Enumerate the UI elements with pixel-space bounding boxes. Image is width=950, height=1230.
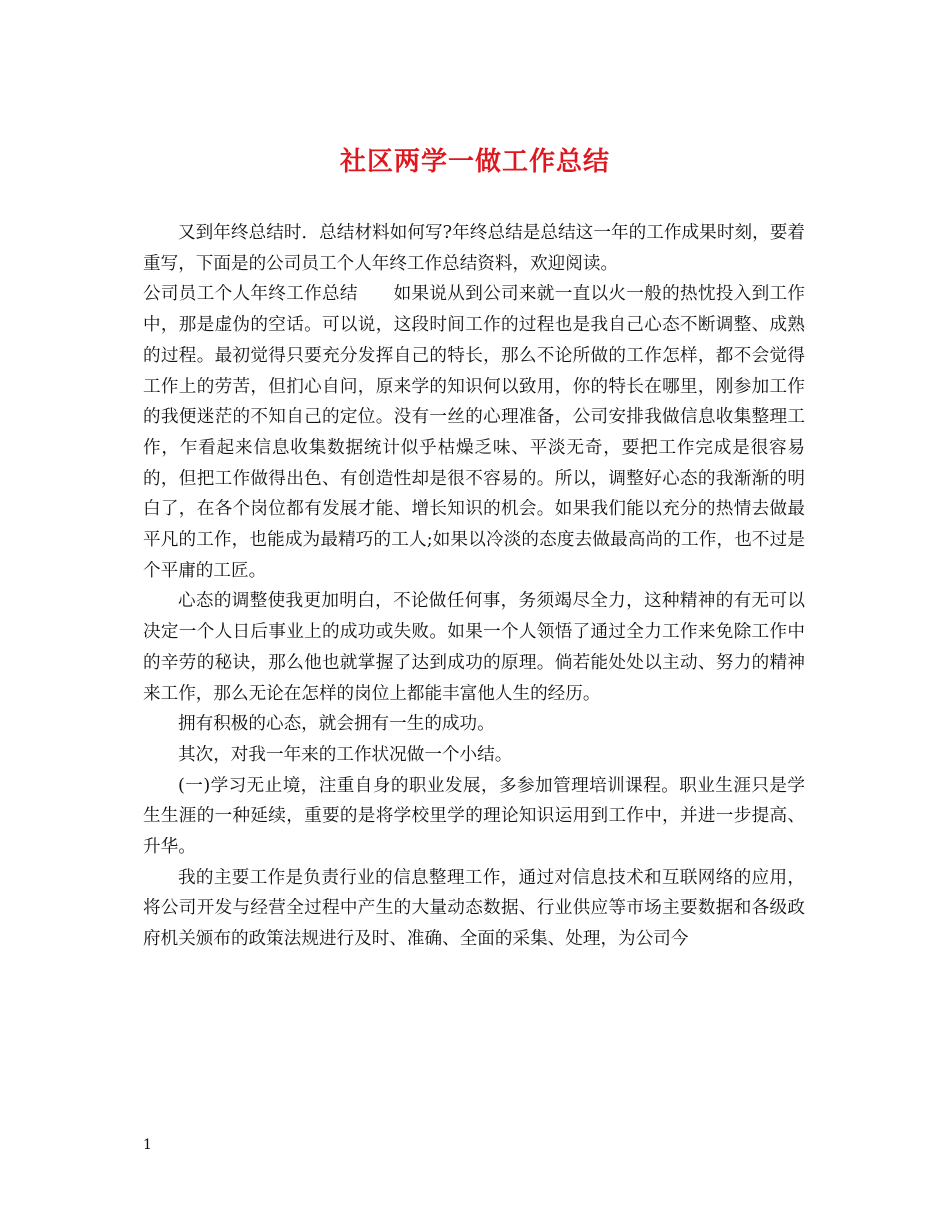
paragraph-learning: (一)学习无止境，注重自身的职业发展，多参加管理培训课程。职业生涯只是学生生涯的一种延续，重要的是将学校里学的理论知识运用到工作中，并进一步提高、升华。 [143,775,805,858]
paragraph-positive: 拥有积极的心态，就会拥有一生的成功。 [178,714,495,735]
paragraph-intro: 又到年终总结时．总结材料如何写?年终总结是总结这一年的工作成果时刻，要着重写，下面是的公司员工个人年终工作总结资料，欢迎阅读。 [143,223,805,274]
document-title: 社区两学一做工作总结 [339,147,610,177]
paragraph-main-work: 我的主要工作是负责行业的信息整理工作，通过对信息技术和互联网络的应用，将公司开发与经营全过程中产生的大量动态数据、行业供应等市场主要数据和各级政府机关颁布的政策法规进行及时、准确、全面的采集、处理，为公司今 [143,867,805,950]
paragraph-next: 其次，对我一年来的工作状况做一个小结。 [178,744,513,765]
page-number: 1 [143,1137,152,1153]
paragraph-summary-heading: 公司员工个人年终工作总结 如果说从到公司来就一直以火一般的热忱投入到工作中，那是虚伪的空话。可以说，这段时间工作的过程也是我自己心态不断调整、成熟的过程。最初觉得只要充分发挥自己的特长，那么不论所做的工作怎样，都不会觉得工作上的劳苦，但扪心自问，原来学的知识何以致用，你的特长在哪里，刚参加工作的我便迷茫的不知自己的定位。没有一丝的心理准备，公司安排我做信息收集整理工作，乍看起来信息收集数据统计似乎枯燥乏味、平淡无奇，要把工作完成是很容易的，但把工作做得出色、有创造性却是很不容易的。所以，调整好心态的我渐渐的明白了，在各个岗位都有发展才能、增长知识的机会。如果我们能以充分的热情去做最平凡的工作，也能成为最精巧的工人;如果以冷淡的态度去做最高尚的工作，也不过是个平庸的工匠。 [143,284,805,581]
document-body [143,218,805,955]
paragraph-attitude: 心态的调整使我更加明白，不论做任何事，务须竭尽全力，这种精神的有无可以决定一个人日后事业上的成功或失败。如果一个人领悟了通过全力工作来免除工作中的辛劳的秘诀，那么他也就掌握了达到成功的原理。倘若能处处以主动、努力的精神来工作，那么无论在怎样的岗位上都能丰富他人生的经历。 [143,591,805,704]
